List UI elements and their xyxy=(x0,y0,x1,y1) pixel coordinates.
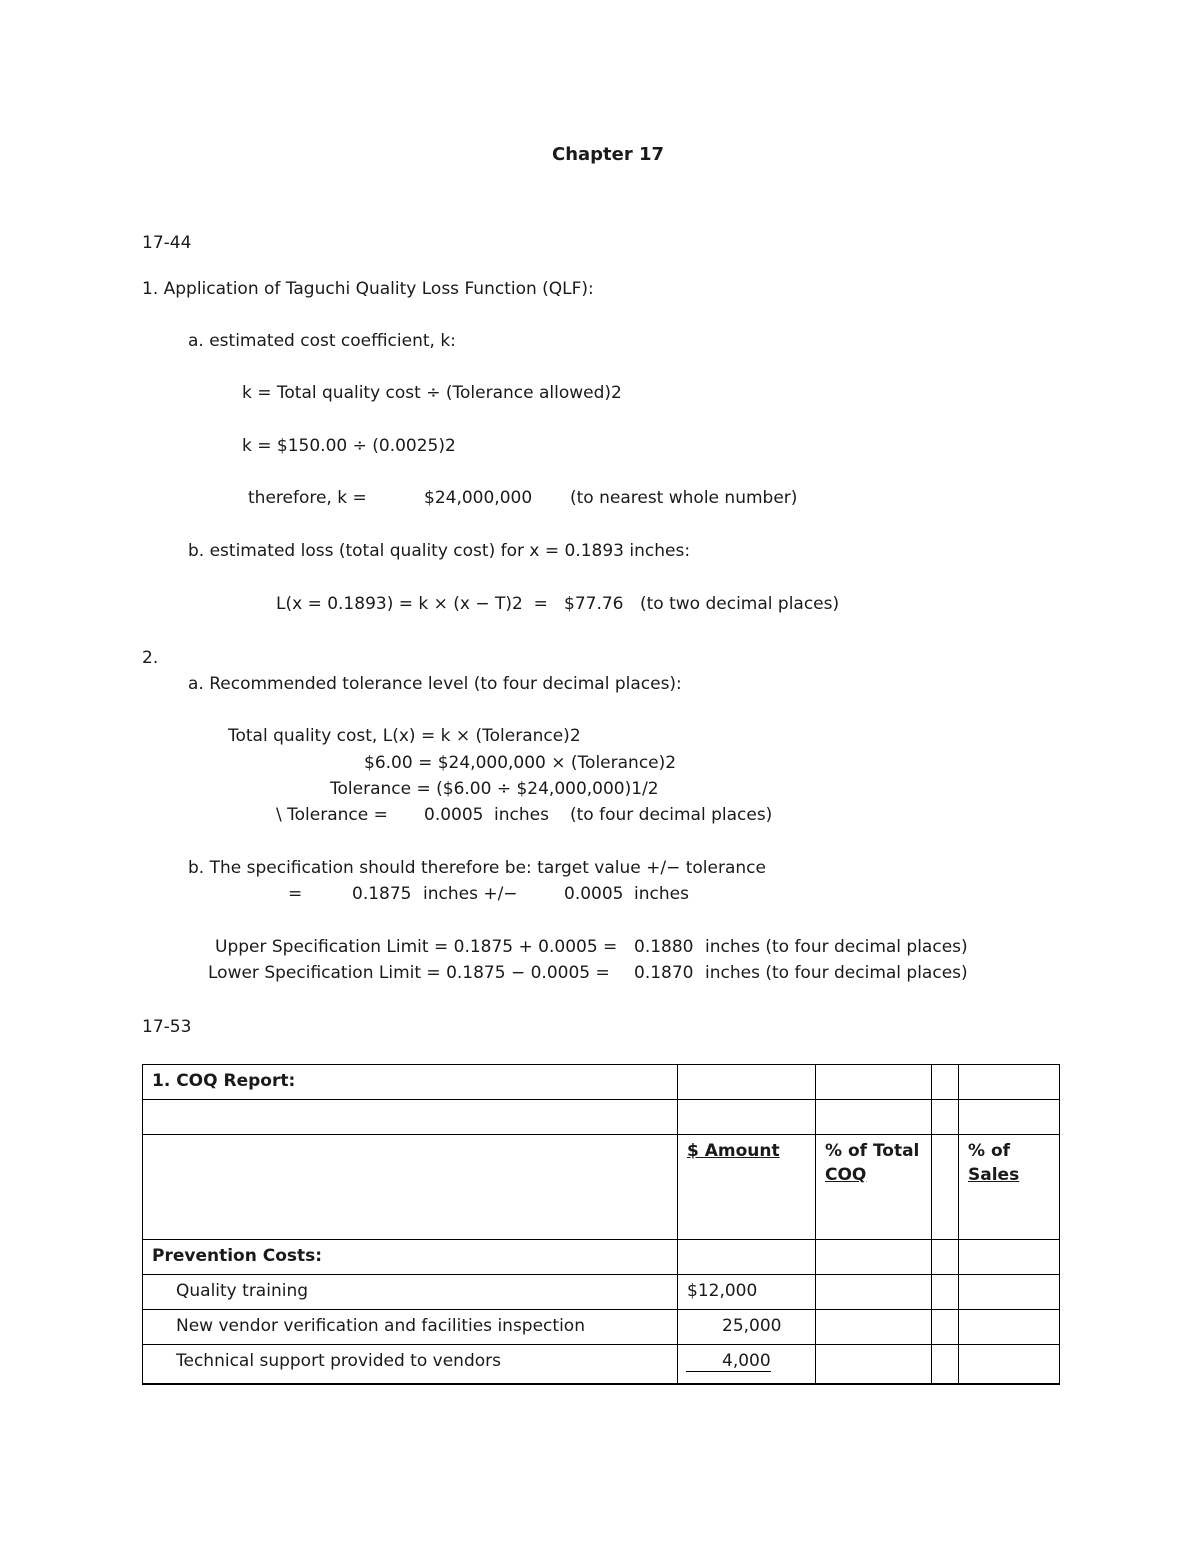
table-cell xyxy=(959,1240,1060,1275)
k-value: $24,000,000 xyxy=(424,488,533,508)
pct-coq-header-line1: % of Total xyxy=(825,1141,920,1161)
k-substituted: k = $150.00 ÷ (0.0025)2 xyxy=(242,436,456,456)
problem-id-17-53: 17-53 xyxy=(142,1017,192,1037)
amount-header-text: $ Amount xyxy=(687,1141,780,1161)
usl-value: 0.1880 xyxy=(634,937,694,957)
pct-sales-header-line1: % of xyxy=(968,1141,1011,1161)
pct-coq-header-line2: COQ xyxy=(825,1165,867,1185)
table-row xyxy=(143,1310,1060,1345)
table-header-row xyxy=(143,1135,1060,1240)
page-title: Chapter 17 xyxy=(552,144,665,165)
table-cell xyxy=(959,1065,1060,1100)
table-cell xyxy=(932,1065,959,1100)
row-amount: 4,000 xyxy=(686,1351,771,1372)
table-cell xyxy=(816,1240,932,1275)
tolerance-line-2: $6.00 = $24,000,000 × (Tolerance)2 xyxy=(364,753,677,773)
table-cell xyxy=(678,1100,816,1135)
lsl-value: 0.1870 xyxy=(634,963,694,983)
column-header-pct-coq xyxy=(816,1135,932,1240)
k-therefore-label: therefore, k = xyxy=(248,488,367,508)
loss-note: (to two decimal places) xyxy=(640,594,840,614)
lsl-note: inches (to four decimal places) xyxy=(705,963,968,983)
table-row xyxy=(143,1065,1060,1100)
table-row xyxy=(143,1100,1060,1135)
k-note: (to nearest whole number) xyxy=(570,488,798,508)
table-cell xyxy=(959,1100,1060,1135)
usl-note: inches (to four decimal places) xyxy=(705,937,968,957)
coq-report-title: 1. COQ Report: xyxy=(143,1065,678,1100)
table-row xyxy=(143,1240,1060,1275)
row-label: New vendor verification and facilities inspection xyxy=(143,1310,678,1345)
spec-unit: inches xyxy=(634,884,689,904)
tolerance-line-3: Tolerance = ($6.00 ÷ $24,000,000)1/2 xyxy=(330,779,659,799)
part2-b-heading: b. The specification should therefore be: target value +/− tolerance xyxy=(188,858,766,878)
tolerance-label: \ Tolerance = xyxy=(276,805,388,825)
spec-plus-minus: inches +/− xyxy=(423,884,518,904)
tolerance-line-1: Total quality cost, L(x) = k × (Tolerance)2 xyxy=(228,726,581,746)
column-header-amount xyxy=(678,1135,816,1240)
part2-a-heading: a. Recommended tolerance level (to four decimal places): xyxy=(188,674,682,694)
row-label: Quality training xyxy=(143,1275,678,1310)
coq-report-table xyxy=(142,1064,1060,1385)
tolerance-unit: inches xyxy=(494,805,549,825)
table-cell xyxy=(143,1100,678,1135)
table-cell xyxy=(932,1275,959,1310)
column-header-pct-sales xyxy=(959,1135,1060,1240)
table-cell xyxy=(932,1240,959,1275)
tolerance-note: (to four decimal places) xyxy=(570,805,773,825)
row-amount: $12,000 xyxy=(678,1275,816,1310)
loss-formula: L(x = 0.1893) = k × (x − T)2 = xyxy=(276,594,548,614)
spec-tolerance: 0.0005 xyxy=(564,884,624,904)
table-cell xyxy=(959,1275,1060,1310)
table-cell xyxy=(816,1065,932,1100)
part-b-heading: b. estimated loss (total quality cost) for x = 0.1893 inches: xyxy=(188,541,691,561)
part2-heading: 2. xyxy=(142,648,159,668)
spec-equals: = xyxy=(288,884,303,904)
part1-heading: 1. Application of Taguchi Quality Loss Function (QLF): xyxy=(142,279,594,299)
pct-sales-header-line2: Sales xyxy=(968,1165,1020,1185)
table-cell xyxy=(143,1135,678,1240)
table-cell xyxy=(816,1310,932,1345)
table-cell xyxy=(959,1310,1060,1345)
row-amount-cell xyxy=(678,1345,816,1385)
tolerance-value: 0.0005 xyxy=(424,805,484,825)
table-cell xyxy=(816,1345,932,1385)
row-label: Technical support provided to vendors xyxy=(143,1345,678,1385)
table-cell xyxy=(932,1100,959,1135)
table-cell xyxy=(932,1310,959,1345)
part-a-heading: a. estimated cost coefficient, k: xyxy=(188,331,456,351)
table-cell xyxy=(959,1345,1060,1385)
table-cell xyxy=(678,1065,816,1100)
section-prevention-costs: Prevention Costs: xyxy=(143,1240,678,1275)
k-formula: k = Total quality cost ÷ (Tolerance allowed)2 xyxy=(242,383,622,403)
loss-value: $77.76 xyxy=(564,594,624,614)
table-cell xyxy=(932,1345,959,1385)
row-amount-cell xyxy=(678,1310,816,1345)
spec-target: 0.1875 xyxy=(352,884,412,904)
lsl-label: Lower Specification Limit = 0.1875 − 0.0005 = xyxy=(208,963,610,983)
table-row xyxy=(143,1275,1060,1310)
table-cell xyxy=(816,1275,932,1310)
table-cell xyxy=(816,1100,932,1135)
usl-label: Upper Specification Limit = 0.1875 + 0.0005 = xyxy=(215,937,618,957)
problem-id-17-44: 17-44 xyxy=(142,233,192,253)
table-row xyxy=(143,1345,1060,1385)
table-cell xyxy=(932,1135,959,1240)
table-cell xyxy=(678,1240,816,1275)
row-amount: 25,000 xyxy=(722,1316,782,1336)
